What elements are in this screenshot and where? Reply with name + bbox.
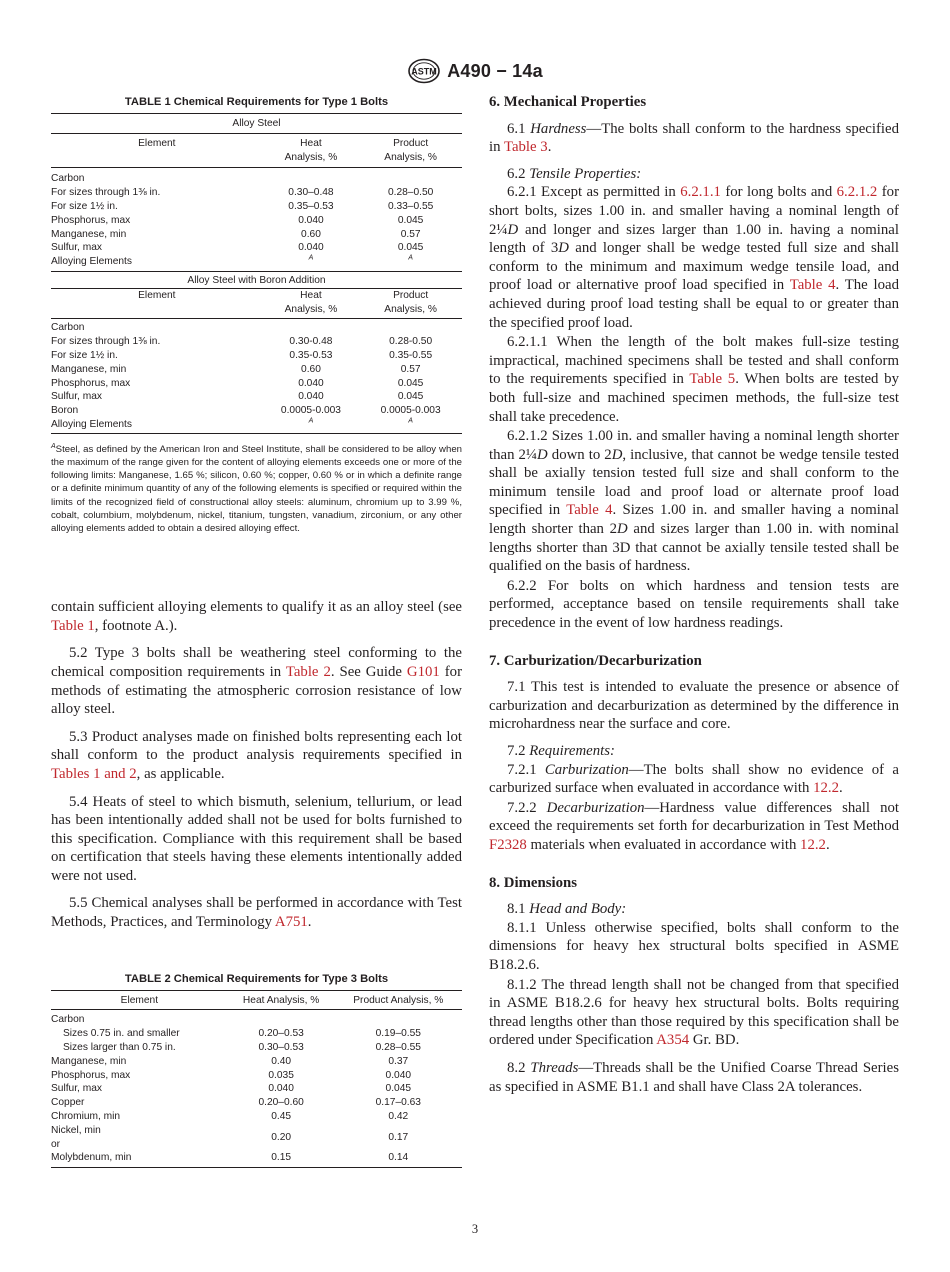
text-italic: D bbox=[537, 446, 548, 463]
table1-caption: TABLE 1 Chemical Requirements for Type 1 Bolts bbox=[124, 96, 389, 108]
paragraph-5-5 bbox=[51, 894, 462, 931]
text: , inclusive, that cannot be wedge tensile tested shall be axially tension tested full size and shall conform to the minimum tensile load and proof load or alternate proof load specified in bbox=[489, 446, 900, 519]
link-12-2[interactable]: 12.2 bbox=[813, 780, 840, 797]
nickel-label: Nickel, min bbox=[51, 1124, 101, 1136]
table2-col-product: Product Analysis, % bbox=[353, 994, 444, 1006]
cell-heat: 0.0005-0.003 bbox=[280, 405, 341, 417]
table-row bbox=[51, 200, 462, 214]
table-row bbox=[51, 1110, 462, 1124]
svg-text:ASTM: ASTM bbox=[411, 66, 437, 77]
table1-col-element: Element bbox=[138, 289, 176, 301]
cell-heat bbox=[263, 168, 360, 186]
cell-product: 0.28–0.55 bbox=[375, 1042, 421, 1054]
text: . When bolts are tested by both full-size and machined specimen methods, the full-size test shall take precedence. bbox=[489, 371, 899, 425]
paragraph-5-1-continued bbox=[51, 598, 462, 635]
cell-product: 0.045 bbox=[385, 1083, 412, 1095]
cell-element: Sizes larger than 0.75 in. bbox=[63, 1042, 176, 1054]
cell-product: 0.35-0.55 bbox=[389, 349, 433, 361]
cell-heat bbox=[263, 418, 360, 433]
cell-product: 0.57 bbox=[400, 228, 421, 240]
text: for short bolts, sizes 1.00 in. and smaller having a nominal length of 2¼ bbox=[489, 184, 899, 238]
cell-heat: 0.15 bbox=[271, 1152, 292, 1164]
cell-element: For size 1½ in. bbox=[51, 349, 118, 361]
cell-product: 0.17 bbox=[388, 1131, 409, 1143]
document-designation: A490 − 14a bbox=[447, 60, 543, 81]
cell-heat: 0.20–0.60 bbox=[258, 1097, 304, 1109]
cell-heat bbox=[228, 1010, 335, 1027]
paragraph-8-1 bbox=[489, 900, 899, 919]
cell-product: 0.045 bbox=[397, 391, 424, 403]
paragraph-6-2-1 bbox=[489, 183, 899, 332]
cell-element: For sizes through 1⅜ in. bbox=[51, 187, 161, 199]
table-row bbox=[51, 1041, 462, 1055]
cell-product bbox=[359, 168, 462, 186]
cell-element: Chromium, min bbox=[51, 1111, 121, 1123]
footnote-marker: A bbox=[308, 417, 314, 425]
cell-heat: 0.30–0.53 bbox=[258, 1042, 304, 1054]
text: and longer and sizes larger than 1.00 in. having a nominal length of 3 bbox=[489, 221, 899, 257]
table-row bbox=[51, 1096, 462, 1110]
table1-col-product-line1: Product bbox=[393, 137, 429, 149]
cell-heat: 0.60 bbox=[301, 363, 321, 375]
table-row bbox=[51, 255, 462, 271]
text-italic: D bbox=[507, 221, 519, 238]
table-row bbox=[51, 214, 462, 228]
cell-product: 0.19–0.55 bbox=[375, 1028, 421, 1040]
table1-col-heat-line2: Analysis, % bbox=[284, 151, 338, 163]
cell-heat: 0.35-0.53 bbox=[289, 349, 333, 361]
table-row bbox=[51, 1151, 462, 1167]
cell-product: 0.33–0.55 bbox=[387, 200, 434, 212]
cell-heat: 0.040 bbox=[298, 242, 324, 254]
cell-product: 0.0005-0.003 bbox=[380, 405, 441, 417]
text-italic: D bbox=[617, 521, 628, 538]
text-italic: Carburization bbox=[544, 761, 629, 778]
cell-heat: 0.40 bbox=[271, 1055, 292, 1067]
right-column bbox=[489, 93, 899, 1096]
table2-header-row bbox=[51, 990, 462, 1010]
table1-group-title-row bbox=[51, 114, 462, 134]
text: and sizes larger than 1.00 in. with nominal lengths shorter than 3D that cannot be axially tensile tested shall be qualified on the basis of hardness. bbox=[489, 521, 899, 575]
text: . The load achieved during proof load testing shall be equal to or greater than the specified proof load. bbox=[489, 277, 900, 331]
text: 5.5 Chemical analyses shall be performed in accordance with Test Methods, Practices, and Terminology bbox=[51, 895, 462, 931]
table1-col-product-line2: Analysis, % bbox=[384, 151, 437, 163]
text-italic: D bbox=[558, 240, 569, 257]
table-row bbox=[51, 1082, 462, 1096]
text: , footnote A.). bbox=[94, 617, 178, 634]
paragraph-6-2-1-2 bbox=[489, 427, 899, 576]
text-italic: D bbox=[611, 446, 623, 463]
page-number: 3 bbox=[471, 1222, 479, 1236]
text-italic: Tensile Properties: bbox=[529, 165, 642, 182]
cell-heat: 0.60 bbox=[301, 228, 321, 240]
cell-element: Carbon bbox=[51, 173, 85, 185]
cell-heat: 0.040 bbox=[268, 1083, 294, 1095]
cell-heat: 0.45 bbox=[271, 1111, 292, 1123]
cell-element: For sizes through 1⅜ in. bbox=[51, 336, 161, 348]
footnote-marker: A bbox=[408, 254, 413, 262]
table1 bbox=[51, 113, 462, 434]
cell-element: Manganese, min bbox=[51, 1055, 127, 1067]
text: 7.2.1 bbox=[507, 761, 545, 778]
link-table-2[interactable]: Table 2 bbox=[285, 663, 331, 680]
cell-product: 0.28–0.50 bbox=[387, 187, 434, 199]
footnote-marker: A bbox=[51, 442, 56, 450]
table1-col-heat bbox=[263, 288, 360, 319]
text: . bbox=[307, 914, 312, 931]
cell-heat bbox=[263, 319, 360, 335]
cell-heat: 0.040 bbox=[298, 214, 324, 226]
cell-element: Carbon bbox=[51, 1014, 85, 1026]
cell-heat: 0.35–0.53 bbox=[288, 200, 334, 212]
table1-col-element: Element bbox=[138, 137, 176, 149]
table1-group-title-row bbox=[51, 271, 462, 288]
table1-col-heat-line1: Heat bbox=[300, 289, 322, 301]
paragraph-6-2-1-1 bbox=[489, 333, 899, 426]
text: —Threads shall be the Unified Coarse Thread Series as specified in ASME B1.1 and shall have Class 2A tolerances. bbox=[489, 1059, 899, 1095]
text: materials when evaluated in accordance with bbox=[526, 836, 801, 853]
table-row bbox=[51, 335, 462, 349]
cell-element: Manganese, min bbox=[51, 363, 127, 375]
text: . bbox=[825, 836, 830, 853]
table-row bbox=[51, 319, 462, 335]
cell-element: Sulfur, max bbox=[51, 1083, 102, 1095]
cell-heat: 0.30-0.48 bbox=[289, 336, 333, 348]
paragraph-7-2-2 bbox=[489, 799, 899, 855]
text-italic: Hardness bbox=[530, 120, 587, 137]
cell-element: Carbon bbox=[51, 322, 85, 334]
text: . Sizes 1.00 in. and smaller having a nominal length shorter than 2 bbox=[489, 502, 899, 538]
text: . bbox=[547, 139, 552, 156]
table2-caption: TABLE 2 Chemical Requirements for Type 3 Bolts bbox=[124, 972, 389, 985]
table1-col-heat-line1: Heat bbox=[300, 137, 322, 149]
cell-product: 0.37 bbox=[388, 1055, 409, 1067]
table-row bbox=[51, 349, 462, 363]
text: Gr. BD. bbox=[689, 1032, 740, 1049]
footnote-marker: A bbox=[408, 417, 413, 425]
cell-product bbox=[359, 319, 462, 335]
cell-product: 0.28-0.50 bbox=[389, 336, 433, 348]
table-row bbox=[51, 1027, 462, 1041]
footnote-text: Steel, as defined by the American Iron and Steel Institute, shall be considered to be alloy when the maximum of the range given for the content of alloying elements exceeds one or more of the following limits: Manganese, 1.65 %; silicon, 0.60 %; copper, 0.60 % or in which a definite range or a definite minimum quantity of any of the following elements is specified or required within the limits of the recognized field of constructional alloy steels: aluminum, chromium up to 3.99 %, cobalt, columbium, molybdenum, nickel, titanium, tungsten, vanadium, zirconium, or any other alloying elements added to obtain a desired alloying effect. bbox=[51, 443, 462, 534]
text: 5.2 Type 3 bolts shall be weathering steel conforming to the chemical composition requirements in bbox=[51, 645, 462, 680]
cell-element: Phosphorus, max bbox=[51, 1069, 131, 1081]
paragraph-6-2 bbox=[489, 165, 899, 184]
text: contain sufficient alloying elements to qualify it as an alloy steel (see bbox=[51, 599, 462, 616]
cell-product: 0.42 bbox=[388, 1111, 409, 1123]
cell-element: Alloying Elements bbox=[51, 418, 132, 430]
paragraph-7-1: 7.1 This test is intended to evaluate the presence or absence of carburization and decarburization as determined by the difference in microhardness near the surface and core. bbox=[489, 679, 899, 733]
link-table-1[interactable]: Table 1 bbox=[51, 617, 95, 634]
table1-header-row bbox=[51, 288, 462, 319]
text: 8.1 bbox=[507, 901, 530, 918]
cell-element: Manganese, min bbox=[51, 228, 127, 240]
link-6-2-1-2[interactable]: 6.2.1.2 bbox=[836, 184, 878, 201]
cell-element: Phosphorus, max bbox=[51, 214, 131, 226]
paragraph-5-3 bbox=[51, 728, 462, 784]
link-6-2-1-1[interactable]: 6.2.1.1 bbox=[680, 184, 721, 201]
footnote-marker: A bbox=[308, 254, 314, 262]
text: for long bolts and bbox=[720, 184, 837, 201]
table1-group-title: Alloy Steel bbox=[51, 114, 462, 134]
link-g101[interactable]: G101 bbox=[406, 663, 440, 680]
text: , as applicable. bbox=[136, 765, 225, 782]
section-7-heading: 7. Carburization/Decarburization bbox=[489, 652, 702, 669]
section-8-heading: 8. Dimensions bbox=[489, 874, 577, 891]
cell-product: 0.045 bbox=[397, 214, 424, 226]
table-row bbox=[51, 390, 462, 404]
cell-heat: 0.30–0.48 bbox=[288, 187, 334, 199]
table1-footnote bbox=[51, 443, 462, 535]
cell-element: Molybdenum, min bbox=[51, 1152, 132, 1164]
cell-element: Alloying Elements bbox=[51, 256, 132, 268]
text: —The bolts shall show no evidence of a carburized surface when evaluated in accordance with bbox=[489, 761, 899, 797]
astm-logo-icon bbox=[407, 58, 441, 84]
text: down to 2 bbox=[547, 446, 612, 463]
cell-product: 0.17–0.63 bbox=[375, 1097, 421, 1109]
table-row bbox=[51, 377, 462, 391]
text-italic: Threads bbox=[530, 1059, 579, 1076]
table2-col-element: Element bbox=[120, 994, 159, 1006]
paragraph-7-2 bbox=[489, 742, 899, 761]
table-row bbox=[51, 1124, 462, 1152]
cell-product bbox=[359, 418, 462, 433]
table-row bbox=[51, 241, 462, 255]
table1-col-product bbox=[359, 133, 462, 168]
text: 6.2.1 Except as permitted in bbox=[507, 184, 681, 201]
table-row bbox=[51, 1069, 462, 1083]
text-italic: Decarburization bbox=[546, 799, 645, 816]
paragraph-6-2-2: 6.2.2 For bolts on which hardness and tension tests are performed, acceptance based on tensile requirements shall take precedence in the event of low hardness readings. bbox=[489, 577, 899, 632]
link-12-2[interactable]: 12.2 bbox=[800, 836, 826, 853]
cell-element: For size 1½ in. bbox=[51, 200, 118, 212]
cell-heat: 0.035 bbox=[268, 1069, 294, 1081]
cell-heat: 0.20 bbox=[271, 1131, 292, 1143]
table-row bbox=[51, 363, 462, 377]
link-tables-1-2[interactable]: Tables 1 and 2 bbox=[51, 765, 137, 782]
cell-product bbox=[359, 255, 462, 271]
paragraph-7-2-1 bbox=[489, 761, 899, 798]
paragraph-6-1 bbox=[489, 120, 899, 157]
cell-product: 0.040 bbox=[385, 1069, 412, 1081]
table2 bbox=[51, 990, 462, 1169]
link-table-4[interactable]: Table 4 bbox=[789, 277, 836, 294]
table1-group-title: Alloy Steel with Boron Addition bbox=[187, 274, 326, 286]
table2-col-heat: Heat Analysis, % bbox=[242, 994, 320, 1006]
text-italic: Requirements: bbox=[529, 743, 615, 759]
text-italic: Head and Body: bbox=[529, 901, 627, 918]
cell-element: Sulfur, max bbox=[51, 391, 102, 403]
paragraph-8-2 bbox=[489, 1059, 899, 1096]
text: 5.3 Product analyses made on finished bolts representing each lot shall conform to the product analysis requirements specified in bbox=[51, 728, 462, 764]
cell-heat: 0.040 bbox=[298, 377, 324, 389]
cell-product: 0.045 bbox=[397, 242, 424, 254]
cell-heat bbox=[263, 255, 360, 271]
paragraph-8-1-2 bbox=[489, 976, 899, 1050]
link-table-4[interactable]: Table 4 bbox=[566, 502, 613, 519]
page-header bbox=[0, 56, 950, 86]
cell-element: Sizes 0.75 in. and smaller bbox=[63, 1028, 180, 1040]
table1-col-product-line2: Analysis, % bbox=[384, 303, 437, 315]
cell-heat: 0.040 bbox=[298, 391, 324, 403]
table-row bbox=[51, 168, 462, 186]
cell-product: 0.57 bbox=[400, 363, 421, 375]
left-column bbox=[51, 93, 462, 1168]
cell-element bbox=[51, 1124, 228, 1152]
nickel-or-label: or bbox=[51, 1138, 61, 1150]
table-row bbox=[51, 1055, 462, 1069]
table1-col-product-line1: Product bbox=[393, 289, 429, 301]
link-f2328[interactable]: F2328 bbox=[489, 836, 527, 853]
table1-col-product bbox=[359, 288, 462, 319]
text: . bbox=[839, 780, 843, 797]
table1-col-heat-line2: Analysis, % bbox=[284, 303, 338, 315]
table-row bbox=[51, 228, 462, 242]
cell-product bbox=[335, 1010, 462, 1027]
paragraph-5-4: 5.4 Heats of steel to which bismuth, selenium, tellurium, or lead has been intentionally added shall not be used for bolts furnished to this specification. Compliance with this requirement shall be based on certification that steels having these elements intentionally added were not used. bbox=[51, 793, 462, 884]
text: 6.2 bbox=[507, 165, 530, 182]
text: —Hardness value differences shall not exceed the requirements set forth for decarburization in Test Method bbox=[489, 799, 899, 835]
text: for methods of estimating the atmospheric corrosion resistance of low alloy steel. bbox=[51, 663, 463, 718]
table-row bbox=[51, 186, 462, 200]
cell-element: Phosphorus, max bbox=[51, 377, 131, 389]
table1-col-heat bbox=[263, 133, 360, 168]
text: . See Guide bbox=[330, 663, 407, 680]
link-a354[interactable]: A354 bbox=[656, 1032, 690, 1049]
text: 7.2.2 bbox=[507, 799, 547, 816]
link-a751[interactable]: A751 bbox=[274, 914, 308, 931]
table-row bbox=[51, 404, 462, 418]
text: 6.1 bbox=[507, 120, 531, 137]
cell-element: Copper bbox=[51, 1097, 85, 1109]
table1-header-row bbox=[51, 133, 462, 168]
text: and longer shall be wedge tested full size and shall conform to the minimum and maximum wedge tensile load, and proof load or alternative proof load specified in bbox=[489, 240, 899, 294]
link-table-5[interactable]: Table 5 bbox=[689, 371, 736, 388]
text: 7.2 bbox=[507, 743, 530, 759]
paragraph-5-2 bbox=[51, 644, 462, 718]
cell-heat: 0.20–0.53 bbox=[258, 1028, 304, 1040]
cell-element: Boron bbox=[51, 405, 79, 417]
text: 8.2 bbox=[507, 1059, 531, 1076]
cell-element: Sulfur, max bbox=[51, 242, 102, 254]
section-6-heading: 6. Mechanical Properties bbox=[489, 94, 647, 110]
table-row bbox=[51, 418, 462, 433]
text: 6.2.1.2 Sizes 1.00 in. and smaller having a nominal length shorter than 2¼ bbox=[489, 428, 899, 463]
text: 8.1.2 The thread length shall not be changed from that specified in ASME B18.2.6 for heavy hex structural bolts. Bolts requiring thread lengths other than those required by this specification shall be ordered under Specification bbox=[489, 976, 899, 1049]
link-table-3[interactable]: Table 3 bbox=[503, 139, 548, 156]
cell-product: 0.14 bbox=[388, 1152, 409, 1164]
paragraph-8-1-1: 8.1.1 Unless otherwise specified, bolts shall conform to the dimensions for heavy hex structural bolts specified in ASME B18.2.6. bbox=[489, 919, 899, 973]
text: 6.2.1.1 When the length of the bolt makes full-size testing impractical, machined specimens shall be tested and shall conform to the requirements specified in bbox=[489, 334, 899, 388]
text: —The bolts shall conform to the hardness specified in bbox=[489, 120, 899, 156]
cell-product: 0.045 bbox=[397, 377, 424, 389]
table-row bbox=[51, 1010, 462, 1027]
